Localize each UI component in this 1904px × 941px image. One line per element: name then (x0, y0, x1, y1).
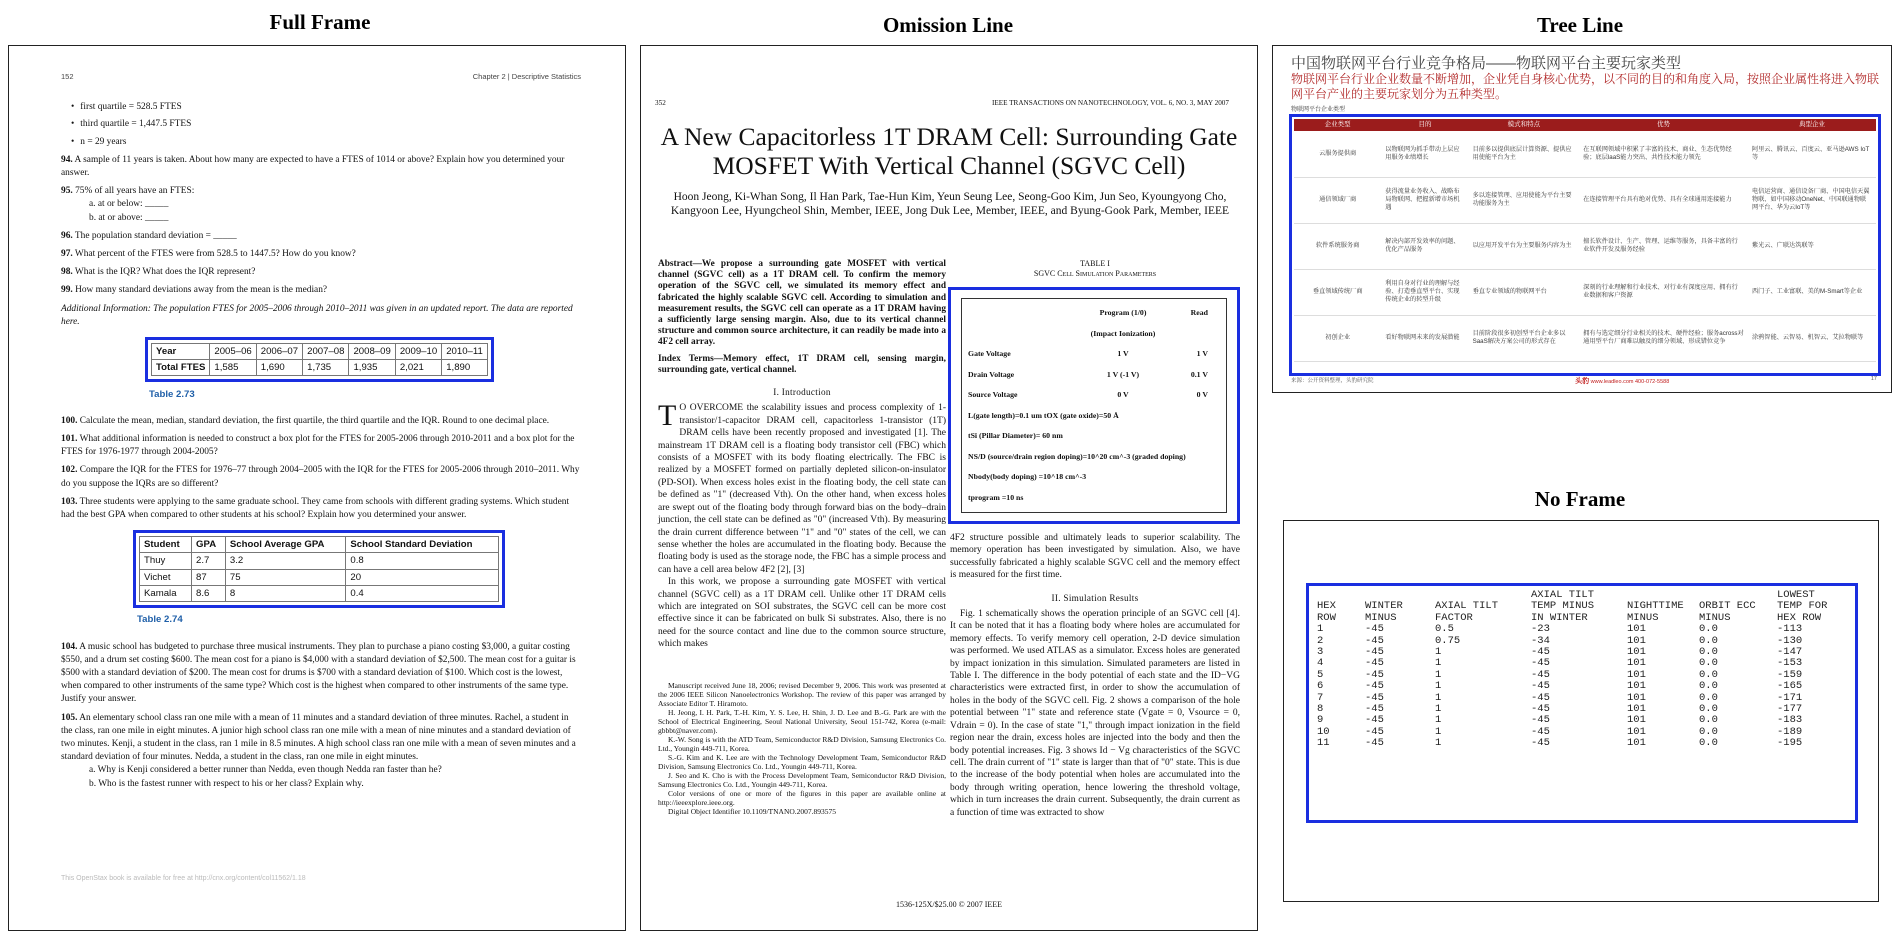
table-header-row: ROW MINUS FACTOR IN WINTER MINUS MINUS HEX ROW (1317, 611, 1822, 624)
table-row: Program (1/0) Read (1099, 308, 1208, 317)
intro-paragraph: T O OVERCOME the scalability issues and process complexity of 1-transistor/1-capacitor DRAM cell, capacitorless 1-transistor (1T) DRAM cells have been recently proposed and investigated [1]. The mainstream 1T DRAM cell is a floating body transistor cell (FBC) which consists of a MOSFET with its body floating electrically. The FBC is realized by a MOSFET formed on partially depleted silicon-on-insulator (PD-SOI). When excess holes exist in the floating body, the cell state can be defined as "1" (decreased Vth). On the other hand, when excess holes are swept out of the floating body through forward bias on the body–drain junction, the cell state can be defined as "0" (increased Vth). By measuring the drain current difference between "1" and "0" states of the cell, we can sense whether the holes are accumulated in the floating body. Because the floating body is used as the storage node, the FBC has a simple process and can have a cell area below 4F2 [2], [3] (658, 399, 946, 575)
list-item: • n = 29 years (71, 136, 581, 149)
question-96: 96. The population standard deviation = _____ (61, 230, 237, 241)
page-header (61, 70, 581, 83)
table-row: 2 -45 0.75 -34 101 0.0 -130 (1317, 634, 1803, 647)
table-row: 4 -45 1 -45 101 0.0 -153 (1317, 657, 1803, 670)
omission-line-page (640, 45, 1258, 931)
section-heading: II. Simulation Results (1051, 592, 1139, 603)
table-row: Source Voltage 0 V 0 V (968, 390, 1208, 399)
intro-paragraph: In this work, we propose a surrounding gate MOSFET with vertical channel (SGVC cell) as a 1T DRAM cell. Unlike other 1T DRAM cells which are integrated on SOI substrates, the SGVC cell can be more cost effective since it can be fabricated on bulk Si substrates. Also, there is no need for the source contact and line due to the common source structure, which makes (658, 577, 946, 650)
table-row: Student GPA School Average GPA School Standard Deviation (140, 537, 499, 553)
body-paragraph: 4F2 structure possible and ultimately leads to superior scalability. The memory operation has been investigated by simulation. Also, we have successfully fabricated a highly scalable SGVC cell and the memory effect is measured for the first time. (950, 533, 1240, 581)
question-105: 105. An elementary school class ran one mile with a mean of 11 minutes and a standard deviation of three minutes. Rachel, a student in the class, ran one mile in eight minutes. A junior high school class ran one mile with a mean of nine minutes and a standard deviation of two minutes. Kenji, a student in the class, ran 1 mile in 8.5 minutes. A high school class ran one mile with a mean of seven minutes and a standard deviation of four minutes. Nedda, a student in the class, ran one mile in eight minutes. a. Why is Kenji considered a better runner than Nedda, even though Nedda ran faster than he? b. Who is the fastest runner with respect to his or her class? Explain why. (61, 712, 576, 789)
player-type-table (1294, 119, 1876, 362)
table-273 (151, 343, 488, 376)
table-row: 垂直领域传统厂商 利用自身对行业的理解与经验、打造垂直型平台、实现传统企业的转型升级 垂直专业领域的物联网平台 深刻的行业理解和行业技术、对行业有深度应用、拥有行业数据和客户资源 西门子、工业富联、美的M-Smart等企业 (1294, 269, 1876, 315)
body-paragraph: Fig. 1 schematically shows the operation principle of an SGVC cell [4]. It can be noted that it has a floating body where holes are accumulated for memory effects. To verify memory cell operation, 2-D device simulation was performed. We used ATLAS as a simulator. Excess holes are generated by impact ionization in this simulation. Simulated parameters are listed in Table I. The difference in the body potential of each state and the ID−VG characteristics were extracted first, in order to show the accumulation of holes in the body of the SGVC cell. Fig. 2 shows a comparison of the hole potential between "1" state and reference state (Vgate = 0, Vsource = 0, Vdrain = 0). In the case of state "1," through impact ionization in the field region near the drain, excess holes are injected into the body and then the body potential increases. Fig. 3 shows Id − Vg characteristics of the SGVC cell. The drain current of "1" state is larger than that of "0" state. This is due to the increase of the body potential when holes are accumulated into the body through writing operation, hence lowering the threshold voltage, which in turn increases the drain current. Subsequently, the drain current as a function of time was extracted to show (950, 609, 1240, 818)
table-row: 7 -45 1 -45 101 0.0 -171 (1317, 691, 1803, 704)
question-97: 97. What percent of the FTES were from 528.5 to 1447.5? How do you know? (61, 249, 356, 260)
question-102: 102. Compare the IQR for the FTES for 1976–77 through 2004–2005 with the IQR for the FTES for 2005-2006 through 2010–2011. Why do you suppose the IQRs are so different? (61, 465, 580, 489)
table-row: 云服务提供商 以物联网为抓手带动上层应用服务业绩增长 目前多以提供底层计算资源、提供应用使能平台为主 在互联网领域中积累了丰富的技术、商业、生态优势经验；底层laaS能力突出、共性技术能力领先 阿里云、腾讯云、百度云、亚马逊AWS IoT等 (1294, 131, 1876, 177)
journal-header (655, 97, 1229, 109)
table-274-highlight (133, 530, 505, 608)
table-row: Vichet 87 75 20 (140, 569, 499, 585)
question-103: 103. Three students were applying to the same graduate school. They came from schools with different grading systems. Which student had the best GPA when compared to other students at his school? Explain how you determined your answer. (61, 496, 570, 521)
question-104: 104. A music school has budgeted to purchase three musical instruments. They plan to purchase a piano costing $3,000, a guitar costing $550, and a drum set costing $600. The mean cost for a piano is $4,000 with a standard deviation of $2,500. The mean cost for a guitar is $500 with a standard deviation of $200. The mean cost for drums is $700 with a standard deviation of $100. Which cost is the lowest, when compared to other instruments of the same type? Which cost is the highest when compared to other instruments of the same type. Justify your answer. (61, 641, 576, 705)
table-row: 11 -45 1 -45 101 0.0 -195 (1317, 737, 1803, 750)
table-line: tSi (Pillar Diameter)= 60 nm (968, 431, 1063, 440)
tree-line-page (1272, 45, 1892, 393)
journal-name: IEEE TRANSACTIONS ON NANOTECHNOLOGY, VOL. 6, NO. 3, MAY 2007 (991, 99, 1229, 107)
page-number: 152 (61, 72, 74, 81)
table-273-highlight (145, 337, 494, 382)
question-95: 95. 75% of all years have an FTES: a. at or below: _____ b. at or above: _____ (61, 186, 195, 223)
panel-title-omission-line: Omission Line (882, 13, 1014, 37)
table-subtitle: SGVC Cell Simulation Parameters (1033, 269, 1157, 278)
table-row: Total FTES 1,585 1,690 1,735 1,935 2,021 1,890 (152, 360, 488, 376)
table-row: 10 -45 1 -45 101 0.0 -189 (1317, 725, 1803, 738)
page-number: 17 (1870, 376, 1877, 382)
question-94: 94. A sample of 11 years is taken. About how many are expected to have a FTES of 1014 or above? Explain how you determined your answer. (61, 154, 565, 179)
mono-table-body (1317, 624, 1847, 749)
no-frame-page (1283, 520, 1879, 902)
table-line: tprogram =10 ns (968, 492, 1024, 502)
slide-subtitle: 物联网平台行业企业数量不断增加，企业凭自身核心优势，以不同的目的和角度入局，按照企业属性将进入物联网平台产业的主要玩家划分为五种类型。 (1291, 72, 1880, 101)
table-row: Gate Voltage 1 V 1 V (968, 349, 1208, 358)
paper-authors: Hoon Jeong, Ki-Whan Song, Il Han Park, Tae-Hun Kim, Yeun Seung Lee, Seong-Goo Kim, Jun Seo, Kyoungyong Cho, Kangyoon Lee, Hyungcheol Shin, Member, IEEE, Jong Duk Lee, Member, IEEE, and Byung-Gook Park, Member, IEEE (670, 191, 1230, 217)
table-row: 5 -45 1 -45 101 0.0 -159 (1317, 668, 1803, 681)
slide-footer (1291, 376, 1877, 386)
chapter-title: Chapter 2 | Descriptive Statistics (472, 72, 581, 81)
table-1-highlight (948, 287, 1240, 524)
section-heading: I. Introduction (773, 387, 831, 398)
table-row: 8 -45 1 -45 101 0.0 -177 (1317, 703, 1803, 716)
additional-info: Additional Information: The population FTES for 2005–2006 through 2010–2011 was given in an updated report. The data are reported here. (61, 303, 573, 327)
mono-table-highlight (1306, 583, 1858, 823)
table-header-row: HEX WINTER AXIAL TILT TEMP MINUS NIGHTTIME ORBIT ECC TEMP FOR (1317, 600, 1828, 613)
page-footer: This OpenStax book is available for free at http://cnx.org/content/col11562/1.18 (61, 875, 306, 882)
tree-table-highlight (1289, 114, 1881, 376)
table-row: 通信领域厂商 获得流量业务收入、战略布局物联网、把握新增市场机遇 多以连接管理、应用使能为平台主要功能服务为主 在连接管理平台具有绝对优势、具有全球通用连接能力 电信运营商、通信设备厂商、中国电信天翼物联、如中国移动OneNet、中国联通物联网平台、华为云IoT等 (1294, 177, 1876, 223)
table-line: NS/D (source/drain region doping)=10^20 cm^-3 (graded doping) (968, 451, 1186, 461)
question-100: 100. Calculate the mean, median, standard deviation, the first quartile, the third quartile and the IQR. Round to one decimal place. (61, 415, 550, 426)
copyright-line: 1536-125X/$25.00 © 2007 IEEE (895, 900, 1003, 909)
table-row: 9 -45 1 -45 101 0.0 -183 (1317, 714, 1803, 727)
table-row: Drain Voltage 1 V (-1 V) 0.1 V (968, 369, 1208, 379)
table-title: TABLE I (1080, 259, 1110, 268)
panel-title-full-frame: Full Frame (269, 10, 371, 34)
page-number: 352 (655, 99, 666, 107)
table-header-row: 企业类型 目的 模式和特点 优势 典型企业 (1294, 119, 1876, 131)
table-header-row: AXIAL TILT LOWEST (1531, 589, 1815, 601)
question-98: 98. What is the IQR? What does the IQR represent? (61, 267, 256, 278)
table-row: 初创企业 看好物联网未来的发展潜能 目前阶段很多初创型平台企业多以SaaS解决方案公司的形式存在 拥有与选定细分行业相关的技术、硬件经验；服务across对通用型平台厂商难以触及的细分领域、形成错位竞争 涂鸦智能、云智易、机智云、艾拉物联等 (1294, 315, 1876, 361)
footer-url: www.leadleo.com 400-072-5588 (1590, 379, 1670, 385)
table-row: Thuy 2.7 3.2 0.8 (140, 553, 499, 569)
index-terms: Index Terms—Memory effect, 1T DRAM cell, sensing margin, surrounding gate, vertical channel. (658, 353, 946, 375)
list-item: • third quartile = 1,447.5 FTES (71, 118, 581, 131)
brand-logo: 头豹 (1575, 378, 1590, 385)
panel-title-tree-line: Tree Line (1536, 13, 1624, 37)
table-row: (Impact Ionization) (1090, 328, 1156, 338)
panel-title-no-frame: No Frame (1534, 487, 1626, 511)
question-101: 101. What additional information is needed to construct a box plot for the FTES for 2005-2006 through 2010-2011 and a box plot for the FTES for 1976-1977 through 2004-2005? (61, 434, 575, 458)
question-99: 99. How many standard deviations away from the mean is the median? (61, 285, 328, 296)
table-row: Kamala 8.6 8 0.4 (140, 585, 499, 601)
table-line: L(gate length)=0.1 um tOX (gate oxide)=50 Å (968, 410, 1119, 420)
table-row: Year 2005–06 2006–07 2007–08 2008–09 2009–10 2010–11 (152, 344, 488, 360)
abstract: Abstract—We propose a surrounding gate MOSFET with vertical channel (SGVC cell) as a 1T DRAM cell. To confirm the memory operation of the SGVC cell, we simulated its memory effect and fabricated the highly scalable SGVC cell. According to simulation and measurement results, the SGVC cell can operate as a 1T DRAM having a sufficiently large sensing margin. Also, due to its vertical channel structure and common source architecture, it can readily be made into a 4F2 cell array. (658, 259, 946, 348)
paper-title: A New Capacitorless 1T DRAM Cell: Surrounding Gate MOSFET With Vertical Channel (SGVC Cell) (660, 122, 1238, 180)
right-column (950, 259, 1240, 819)
slide-title: 中国物联网平台行业竞争格局——物联网平台主要玩家类型 (1291, 55, 1682, 72)
table-274 (139, 536, 499, 602)
source-note: 来源：公开资料整理，头豹研究院 (1291, 378, 1374, 384)
table-caption: Table 2.73 (149, 388, 195, 400)
table-caption: Table 2.74 (137, 614, 183, 626)
left-column (658, 259, 946, 816)
table-row: 6 -45 1 -45 101 0.0 -165 (1317, 680, 1803, 693)
table-caption: 物联网平台企业类型 (1291, 107, 1346, 113)
list-item: • first quartile = 528.5 FTES (71, 101, 581, 114)
bullet-list (71, 101, 581, 149)
full-frame-page (8, 45, 626, 931)
table-row: 软件系统服务商 解决内部开发效率的问题、优化产品服务 以应用开发平台为主要服务内容为主 擅长软件设计、生产、管理、运维等服务，具备丰富的行业软件开发及服务经验 紫光云、广联达筑联等 (1294, 223, 1876, 269)
table-line: Nbody(body doping) =10^18 cm^-3 (968, 472, 1087, 481)
table-row: 3 -45 1 -45 101 0.0 -147 (1317, 646, 1803, 659)
footnotes: Manuscript received June 18, 2006; revised December 9, 2006. This work was presented at the 2006 IEEE Silicon Nanoelectronics Workshop. The review of this paper was arranged by Associate Editor T. Hiramoto. H. Jeong, I. H. Park, T.-H. Kim, Y. S. Lee, H. Shin, J. D. Lee and B.-G. Park are with the School of Electrical Engineering, Seoul National University, Seoul 151-742, Korea (e-mail: gbbbt@naver.com). K.-W. Song is with the ATD Team, Semiconductor R&D Division, Samsung Electronics Co. Ltd., Youngin 449-711, Korea. S.-G. Kim and K. Lee are with the Technology Development Team, Semiconductor R&D Division, Samsung Electronics Co. Ltd., Youngin 449-711, Korea. J. Seo and K. Cho is with the Process Development Team, Semiconductor R&D Division, Samsung Electronics Co. Ltd., Youngin 449-711, Korea. Color versions of one or more of the figures in this paper are available online at http://ieeexplore.ieee.org. Digital Object Identifier 10.1109/TNANO.2007.893575 (658, 680, 946, 816)
table-row: 1 -45 0.5 -23 101 0.0 -113 (1317, 623, 1803, 636)
